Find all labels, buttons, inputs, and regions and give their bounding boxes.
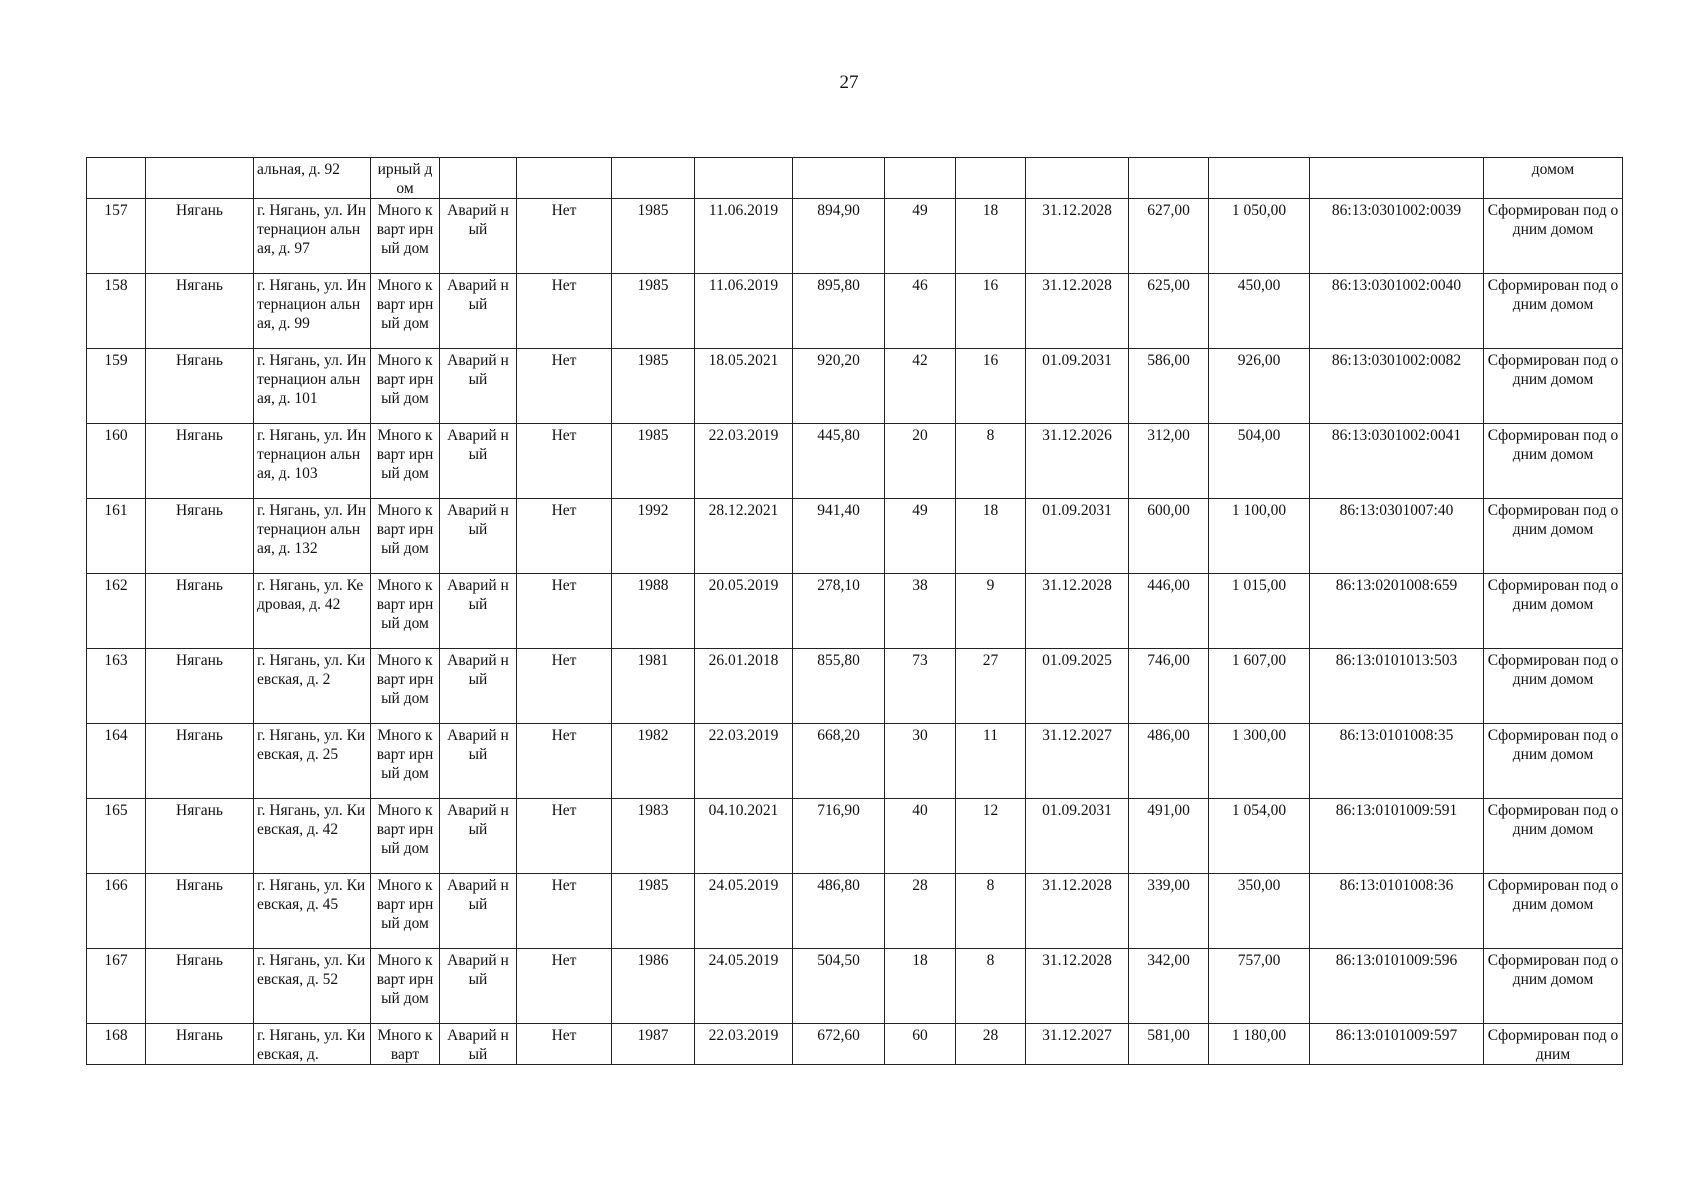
cell-area2: 339,00: [1129, 874, 1209, 949]
cell-area2: 342,00: [1129, 949, 1209, 1024]
cell-city: Нягань: [146, 199, 254, 274]
cell-city: Нягань: [146, 349, 254, 424]
table-row: [87, 574, 1623, 649]
cell-address: альная, д. 92: [254, 158, 371, 199]
table-row: [87, 874, 1623, 949]
cell-condition: Аварий ный: [440, 724, 517, 799]
cell-area2: 627,00: [1129, 199, 1209, 274]
cell-city: Нягань: [146, 724, 254, 799]
cell-area: 278,10: [793, 574, 885, 649]
cell-address: г. Нягань, ул. Киевская, д. 42: [254, 799, 371, 874]
cell-condition: Аварий ный: [440, 199, 517, 274]
cell-apartments: 12: [956, 799, 1026, 874]
cell-land-area: 757,00: [1209, 949, 1310, 1024]
cell-n: 165: [87, 799, 146, 874]
cell-area2: 486,00: [1129, 724, 1209, 799]
cell-flag: Нет: [517, 1024, 612, 1065]
cell-building-type: Много кварт ирный дом: [371, 349, 440, 424]
cell-deadline: 31.12.2027: [1026, 1024, 1129, 1065]
cell-area2: 586,00: [1129, 349, 1209, 424]
cell-area: 855,80: [793, 649, 885, 724]
cell-city: [146, 158, 254, 199]
cell-address: г. Нягань, ул. Киевская, д. 25: [254, 724, 371, 799]
cell-land-status: Сформирован под одним домом: [1484, 274, 1623, 349]
cell-date: 28.12.2021: [695, 499, 793, 574]
cell-city: Нягань: [146, 649, 254, 724]
cell-n: 164: [87, 724, 146, 799]
cell-land-area: 1 607,00: [1209, 649, 1310, 724]
cell-deadline: [1026, 158, 1129, 199]
cell-date: 04.10.2021: [695, 799, 793, 874]
cell-cadastral: 86:13:0101008:36: [1310, 874, 1484, 949]
cell-area: 941,40: [793, 499, 885, 574]
cell-flag: [517, 158, 612, 199]
cell-land-status: Сформирован под одним домом: [1484, 499, 1623, 574]
cell-n: 162: [87, 574, 146, 649]
cell-n: 168: [87, 1024, 146, 1065]
cell-date: 24.05.2019: [695, 949, 793, 1024]
cell-area: 668,20: [793, 724, 885, 799]
cell-residents: 28: [885, 874, 956, 949]
page-number: 27: [839, 72, 859, 93]
cell-year: 1985: [612, 424, 695, 499]
table-row: [87, 199, 1623, 274]
cell-condition: Аварий ный: [440, 949, 517, 1024]
cell-flag: Нет: [517, 574, 612, 649]
cell-apartments: 9: [956, 574, 1026, 649]
cell-year: 1985: [612, 199, 695, 274]
cell-residents: 42: [885, 349, 956, 424]
cell-land-area: 1 180,00: [1209, 1024, 1310, 1065]
cell-deadline: 31.12.2028: [1026, 574, 1129, 649]
cell-date: [695, 158, 793, 199]
cell-building-type: Много кварт ирный дом: [371, 724, 440, 799]
cell-land-status: Сформирован под одним домом: [1484, 799, 1623, 874]
table-row: [87, 724, 1623, 799]
cell-cadastral: 86:13:0101009:591: [1310, 799, 1484, 874]
cell-land-area: [1209, 158, 1310, 199]
cell-building-type: Много кварт ирный дом: [371, 424, 440, 499]
cell-flag: Нет: [517, 724, 612, 799]
cell-condition: Аварий ный: [440, 649, 517, 724]
cell-apartments: 28: [956, 1024, 1026, 1065]
cell-area: 486,80: [793, 874, 885, 949]
cell-cadastral: 86:13:0101008:35: [1310, 724, 1484, 799]
cell-residents: 20: [885, 424, 956, 499]
cell-land-area: 926,00: [1209, 349, 1310, 424]
cell-land-status: Сформирован под одним домом: [1484, 424, 1623, 499]
cell-area2: 312,00: [1129, 424, 1209, 499]
cell-year: 1992: [612, 499, 695, 574]
cell-address: г. Нягань, ул. Интернацион альная, д. 132: [254, 499, 371, 574]
cell-apartments: 8: [956, 424, 1026, 499]
cell-building-type: Много кварт ирный дом: [371, 274, 440, 349]
cell-area: 716,90: [793, 799, 885, 874]
cell-area: 504,50: [793, 949, 885, 1024]
cell-cadastral: 86:13:0201008:659: [1310, 574, 1484, 649]
cell-building-type: Много кварт ирный дом: [371, 574, 440, 649]
cell-deadline: 31.12.2028: [1026, 199, 1129, 274]
cell-land-area: 350,00: [1209, 874, 1310, 949]
cell-condition: [440, 158, 517, 199]
cell-residents: 40: [885, 799, 956, 874]
cell-area: 894,90: [793, 199, 885, 274]
cell-flag: Нет: [517, 499, 612, 574]
cell-city: Нягань: [146, 424, 254, 499]
cell-building-type: Много кварт ирный дом: [371, 499, 440, 574]
cell-deadline: 31.12.2027: [1026, 724, 1129, 799]
cell-date: 22.03.2019: [695, 1024, 793, 1065]
cell-condition: Аварий ный: [440, 799, 517, 874]
cell-residents: 49: [885, 199, 956, 274]
cell-area2: 491,00: [1129, 799, 1209, 874]
cell-cadastral: 86:13:0301002:0040: [1310, 274, 1484, 349]
cell-condition: Аварий ный: [440, 424, 517, 499]
cell-n: 160: [87, 424, 146, 499]
cell-apartments: 27: [956, 649, 1026, 724]
cell-apartments: 8: [956, 949, 1026, 1024]
cell-residents: 60: [885, 1024, 956, 1065]
cell-condition: Аварий ный: [440, 499, 517, 574]
cell-year: 1981: [612, 649, 695, 724]
cell-year: 1986: [612, 949, 695, 1024]
cell-area: [793, 158, 885, 199]
table-row: [87, 349, 1623, 424]
cell-address: г. Нягань, ул. Киевская, д. 2: [254, 649, 371, 724]
cell-building-type: Много кварт ирный дом: [371, 874, 440, 949]
cell-cadastral: 86:13:0301002:0082: [1310, 349, 1484, 424]
cell-land-area: 1 015,00: [1209, 574, 1310, 649]
cell-land-area: 1 300,00: [1209, 724, 1310, 799]
cell-date: 24.05.2019: [695, 874, 793, 949]
cell-deadline: 01.09.2031: [1026, 799, 1129, 874]
cell-address: г. Нягань, ул. Интернацион альная, д. 103: [254, 424, 371, 499]
cell-area: 895,80: [793, 274, 885, 349]
cell-residents: [885, 158, 956, 199]
cell-n: 157: [87, 199, 146, 274]
cell-land-status: Сформирован под одним домом: [1484, 724, 1623, 799]
cell-year: 1982: [612, 724, 695, 799]
cell-address: г. Нягань, ул. Кедровая, д. 42: [254, 574, 371, 649]
cell-building-type: Много кварт ирный дом: [371, 199, 440, 274]
cell-apartments: 18: [956, 499, 1026, 574]
cell-land-status: Сформирован под одним домом: [1484, 349, 1623, 424]
cell-area2: 625,00: [1129, 274, 1209, 349]
cell-condition: Аварий ный: [440, 274, 517, 349]
cell-date: 20.05.2019: [695, 574, 793, 649]
cell-address: г. Нягань, ул. Интернацион альная, д. 97: [254, 199, 371, 274]
cell-n: 161: [87, 499, 146, 574]
cell-date: 22.03.2019: [695, 424, 793, 499]
cell-address: г. Нягань, ул. Киевская, д. 45: [254, 874, 371, 949]
cell-land-area: 450,00: [1209, 274, 1310, 349]
cell-building-type: Много кварт ирный дом: [371, 949, 440, 1024]
cell-n: 158: [87, 274, 146, 349]
cell-date: 11.06.2019: [695, 199, 793, 274]
cell-cadastral: 86:13:0301007:40: [1310, 499, 1484, 574]
cell-area: 672,60: [793, 1024, 885, 1065]
cell-area2: [1129, 158, 1209, 199]
cell-deadline: 01.09.2025: [1026, 649, 1129, 724]
cell-area2: 600,00: [1129, 499, 1209, 574]
cell-condition: Аварий ный: [440, 1024, 517, 1065]
cell-year: 1985: [612, 274, 695, 349]
cell-cadastral: 86:13:0101009:597: [1310, 1024, 1484, 1065]
cell-residents: 73: [885, 649, 956, 724]
cell-flag: Нет: [517, 949, 612, 1024]
table-row: [87, 274, 1623, 349]
cell-condition: Аварий ный: [440, 874, 517, 949]
cell-city: Нягань: [146, 574, 254, 649]
cell-city: Нягань: [146, 799, 254, 874]
cell-year: 1985: [612, 874, 695, 949]
cell-apartments: 18: [956, 199, 1026, 274]
cell-residents: 46: [885, 274, 956, 349]
cell-date: 18.05.2021: [695, 349, 793, 424]
cell-land-status: домом: [1484, 158, 1623, 199]
cell-land-status: Сформирован под одним домом: [1484, 574, 1623, 649]
cell-flag: Нет: [517, 274, 612, 349]
cell-area2: 581,00: [1129, 1024, 1209, 1065]
cell-deadline: 01.09.2031: [1026, 499, 1129, 574]
cell-area2: 746,00: [1129, 649, 1209, 724]
table-row: [87, 1024, 1623, 1065]
cell-address: г. Нягань, ул. Киевская, д.: [254, 1024, 371, 1065]
cell-condition: Аварий ный: [440, 574, 517, 649]
cell-deadline: 31.12.2028: [1026, 949, 1129, 1024]
cell-land-status: Сформирован под одним домом: [1484, 874, 1623, 949]
table-row: [87, 949, 1623, 1024]
cell-n: 167: [87, 949, 146, 1024]
cell-year: 1983: [612, 799, 695, 874]
cell-residents: 18: [885, 949, 956, 1024]
cell-n: 159: [87, 349, 146, 424]
cell-date: 11.06.2019: [695, 274, 793, 349]
cell-apartments: 8: [956, 874, 1026, 949]
cell-address: г. Нягань, ул. Интернацион альная, д. 99: [254, 274, 371, 349]
cell-land-area: 504,00: [1209, 424, 1310, 499]
cell-area: 920,20: [793, 349, 885, 424]
cell-deadline: 31.12.2026: [1026, 424, 1129, 499]
cell-n: 166: [87, 874, 146, 949]
cell-flag: Нет: [517, 874, 612, 949]
cell-building-type: ирный дом: [371, 158, 440, 199]
cell-city: Нягань: [146, 874, 254, 949]
cell-cadastral: 86:13:0101009:596: [1310, 949, 1484, 1024]
cell-flag: Нет: [517, 649, 612, 724]
table-row: [87, 499, 1623, 574]
cell-residents: 38: [885, 574, 956, 649]
cell-deadline: 31.12.2028: [1026, 274, 1129, 349]
cell-area: 445,80: [793, 424, 885, 499]
cell-land-status: Сформирован под одним: [1484, 1024, 1623, 1065]
cell-deadline: 31.12.2028: [1026, 874, 1129, 949]
cell-city: Нягань: [146, 274, 254, 349]
cell-city: Нягань: [146, 949, 254, 1024]
cell-date: 22.03.2019: [695, 724, 793, 799]
cell-deadline: 01.09.2031: [1026, 349, 1129, 424]
cell-year: 1987: [612, 1024, 695, 1065]
cell-cadastral: 86:13:0101013:503: [1310, 649, 1484, 724]
cell-building-type: Много кварт: [371, 1024, 440, 1065]
cell-city: Нягань: [146, 499, 254, 574]
table-row-continuation: [87, 158, 1623, 199]
cell-year: 1985: [612, 349, 695, 424]
cell-address: г. Нягань, ул. Киевская, д. 52: [254, 949, 371, 1024]
cell-flag: Нет: [517, 799, 612, 874]
cell-flag: Нет: [517, 424, 612, 499]
cell-year: [612, 158, 695, 199]
cell-residents: 49: [885, 499, 956, 574]
cell-land-area: 1 100,00: [1209, 499, 1310, 574]
cell-cadastral: 86:13:0301002:0039: [1310, 199, 1484, 274]
cell-apartments: 16: [956, 349, 1026, 424]
cell-residents: 30: [885, 724, 956, 799]
cell-apartments: 11: [956, 724, 1026, 799]
cell-apartments: 16: [956, 274, 1026, 349]
table-row: [87, 649, 1623, 724]
cell-condition: Аварий ный: [440, 349, 517, 424]
cell-land-status: Сформирован под одним домом: [1484, 949, 1623, 1024]
cell-date: 26.01.2018: [695, 649, 793, 724]
table-row: [87, 424, 1623, 499]
cell-flag: Нет: [517, 199, 612, 274]
cell-building-type: Много кварт ирный дом: [371, 649, 440, 724]
cell-flag: Нет: [517, 349, 612, 424]
cell-land-status: Сформирован под одним домом: [1484, 649, 1623, 724]
cell-land-status: Сформирован под одним домом: [1484, 199, 1623, 274]
cell-n: [87, 158, 146, 199]
cell-area2: 446,00: [1129, 574, 1209, 649]
cell-apartments: [956, 158, 1026, 199]
housing-registry-table: [86, 157, 1623, 1065]
cell-year: 1988: [612, 574, 695, 649]
cell-building-type: Много кварт ирный дом: [371, 799, 440, 874]
cell-land-area: 1 054,00: [1209, 799, 1310, 874]
cell-cadastral: 86:13:0301002:0041: [1310, 424, 1484, 499]
cell-cadastral: [1310, 158, 1484, 199]
cell-address: г. Нягань, ул. Интернацион альная, д. 101: [254, 349, 371, 424]
cell-land-area: 1 050,00: [1209, 199, 1310, 274]
table-row: [87, 799, 1623, 874]
cell-city: Нягань: [146, 1024, 254, 1065]
cell-n: 163: [87, 649, 146, 724]
